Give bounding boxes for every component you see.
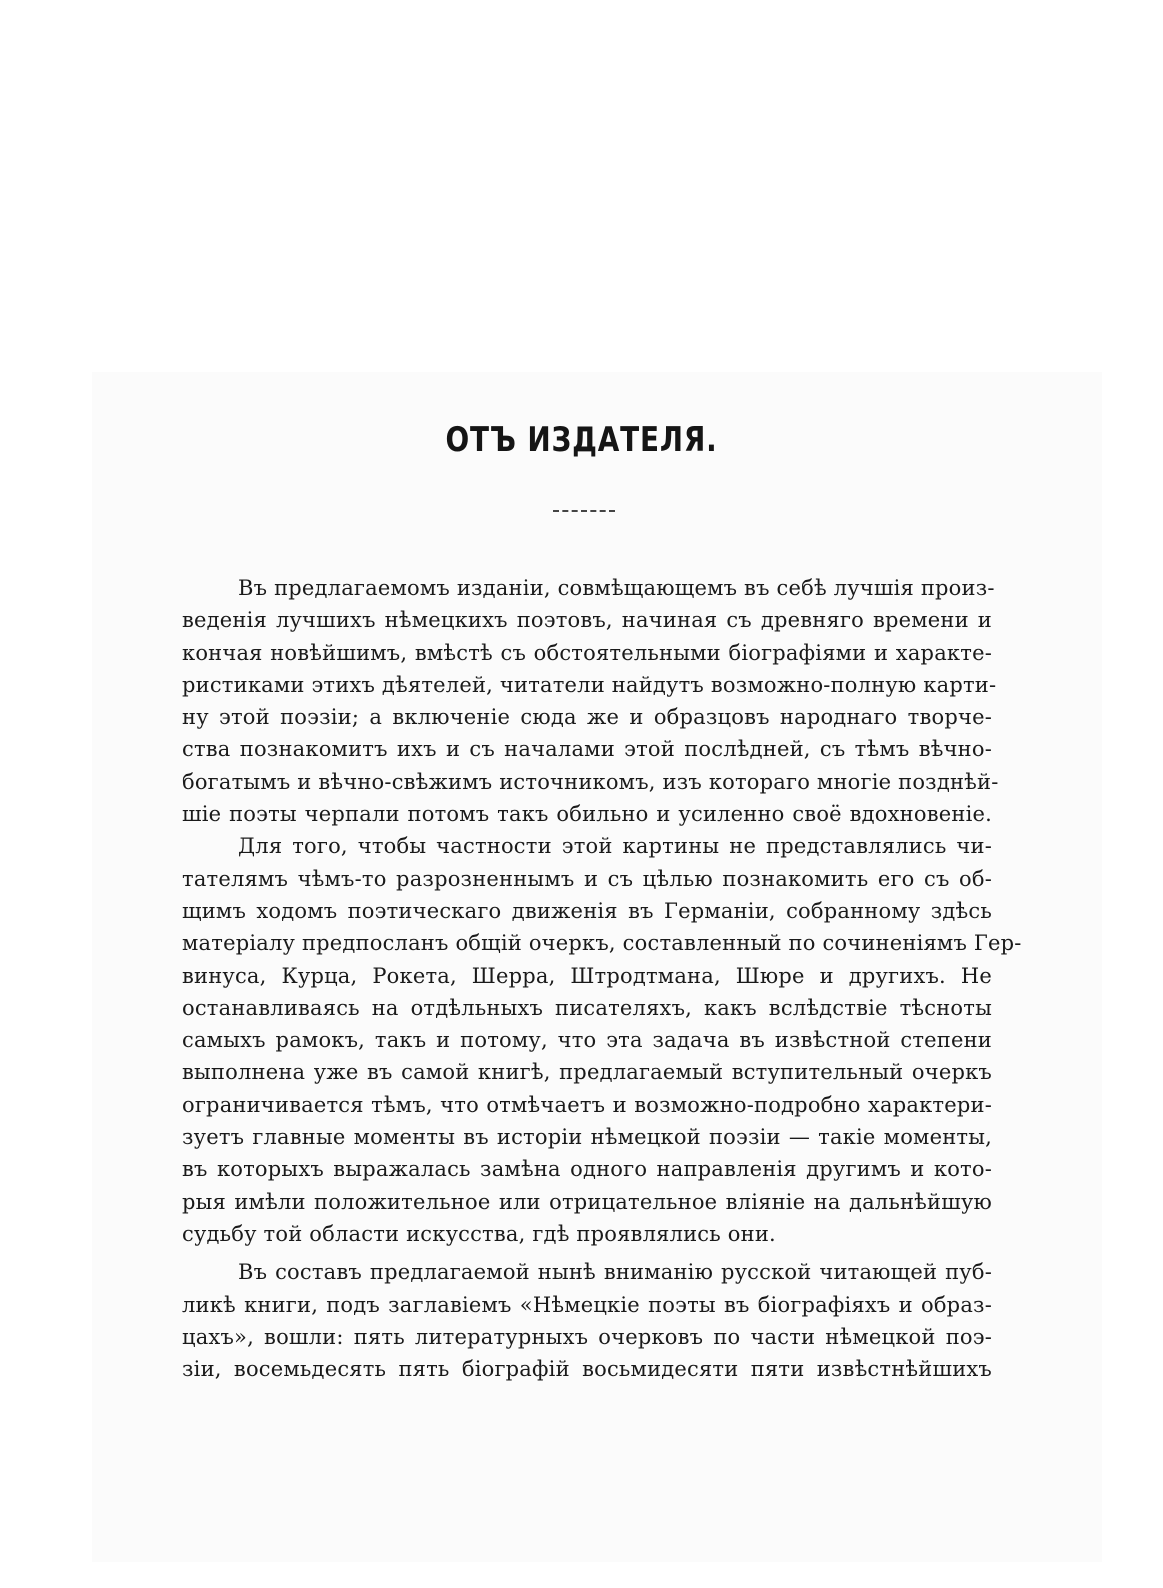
text-line: цахъ», вошли: пять литературныхъ очерковъ по части нѣмецкой поэ- <box>182 1324 992 1349</box>
title-ornament-divider <box>553 510 615 514</box>
text-line: кончая новѣйшимъ, вмѣстѣ съ обстоятельными біографіями и характе- <box>182 640 992 665</box>
text-line: матеріалу предпосланъ общій очеркъ, составленный по сочиненіямъ Гер- <box>182 931 1022 956</box>
text-line: Въ предлагаемомъ изданіи, совмѣщающемъ въ себѣ лучшія произ- <box>238 576 995 600</box>
text-line: тателямъ чѣмъ-то разрозненнымъ и съ цѣлью познакомить его съ об- <box>182 866 992 891</box>
text-line: въ которыхъ выражалась замѣна одного направленія другимъ и кото- <box>182 1157 992 1182</box>
text-line: ства познакомитъ ихъ и съ началами этой послѣдней, съ тѣмъ вѣчно- <box>182 737 992 762</box>
text-line: зіи, восемьдесять пять біографій восьмидесяти пяти извѣстнѣйшихъ <box>182 1357 992 1382</box>
text-line: винуса, Курца, Рокета, Шерра, Штродтмана, Шюре и другихъ. Не <box>182 963 992 988</box>
page-title: ОТЪ ИЗДАТЕЛЯ. <box>445 420 718 460</box>
text-line: останавливаясь на отдѣльныхъ писателяхъ, какъ вслѣдствіе тѣсноты <box>182 995 992 1020</box>
text-line: щимъ ходомъ поэтическаго движенія въ Германіи, собранному здѣсь <box>182 898 992 923</box>
text-line: ну этой поэзіи; а включеніе сюда же и образцовъ народнаго творче- <box>182 705 992 730</box>
text-line: судьбу той области искусства, гдѣ проявлялись они. <box>182 1221 776 1246</box>
text-line: ликѣ книги, подъ заглавіемъ «Нѣмецкіе поэты въ біографіяхъ и образ- <box>182 1292 992 1317</box>
text-line: рыя имѣли положительное или отрицательное вліяніе на дальнѣйшую <box>182 1189 992 1214</box>
text-line: шіе поэты черпали потомъ такъ обильно и усиленно своё вдохновеніе. <box>182 802 992 827</box>
text-line: ристиками этихъ дѣятелей, читатели найдутъ возможно-полную карти- <box>182 672 997 697</box>
text-line: самыхъ рамокъ, такъ и потому, что эта задача въ извѣстной степени <box>182 1028 992 1053</box>
text-line: выполнена уже въ самой книгѣ, предлагаемый вступительный очеркъ <box>182 1060 992 1085</box>
body-text <box>182 572 1022 1385</box>
text-line: Въ составъ предлагаемой нынѣ вниманію русской читающей пуб- <box>238 1260 992 1285</box>
text-line: ограничивается тѣмъ, что отмѣчаетъ и возможно-подробно характери- <box>182 1092 992 1117</box>
text-line: богатымъ и вѣчно-свѣжимъ источникомъ, изъ котораго многіе позднѣй- <box>182 769 999 794</box>
text-line: Для того, чтобы частности этой картины не представлялись чи- <box>238 834 992 859</box>
text-line: зуетъ главные моменты въ исторіи нѣмецкой поэзіи — такіе моменты, <box>182 1125 992 1150</box>
text-line: веденія лучшихъ нѣмецкихъ поэтовъ, начиная съ древняго времени и <box>182 608 992 633</box>
